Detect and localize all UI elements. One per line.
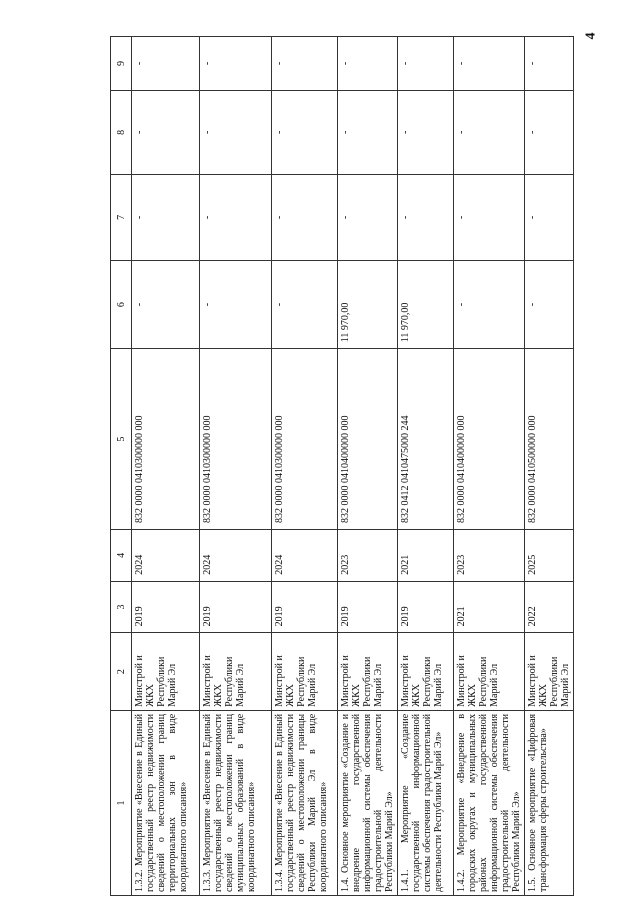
row-c7: - — [525, 174, 574, 260]
row-executor: Минстрой и ЖКХ Республики Марий Эл — [272, 633, 338, 711]
row-c8: - — [272, 90, 338, 174]
row-c7: - — [338, 174, 398, 260]
col-header-3: 3 — [111, 581, 132, 633]
row-code: 832 0412 0410475000 244 — [398, 349, 454, 530]
row-c9: - — [200, 37, 272, 91]
row-end: 2023 — [338, 530, 398, 582]
row-start: 2019 — [398, 581, 454, 633]
row-c9: - — [338, 37, 398, 91]
row-start: 2019 — [200, 581, 272, 633]
row-executor: Минстрой и ЖКХ Республики Марий Эл — [454, 633, 525, 711]
page-number: 4 — [583, 32, 599, 40]
row-c8: - — [338, 90, 398, 174]
row-c9: - — [272, 37, 338, 91]
row-start: 2022 — [525, 581, 574, 633]
row-c8: - — [398, 90, 454, 174]
row-end: 2024 — [272, 530, 338, 582]
col-header-1: 1 — [111, 710, 132, 895]
row-c9: - — [398, 37, 454, 91]
row-name: 1.3.2. Мероприятие «Внесение в Единый государственный реестр недвижимости сведений о местоположении границ территориальных зон в виде координатного описания» — [132, 710, 200, 895]
rotated-page — [110, 36, 620, 896]
row-c6: - — [132, 260, 200, 348]
table-row — [272, 37, 338, 896]
row-c6: - — [272, 260, 338, 348]
row-code: 832 0000 0410300000 000 — [200, 349, 272, 530]
row-c7: - — [454, 174, 525, 260]
table-row — [525, 37, 574, 896]
row-c7: - — [132, 174, 200, 260]
row-c7: - — [398, 174, 454, 260]
table-row — [200, 37, 272, 896]
row-code: 832 0000 0410500000 000 — [525, 349, 574, 530]
header-row — [111, 37, 132, 896]
row-code: 832 0000 0410300000 000 — [132, 349, 200, 530]
row-code: 832 0000 0410400000 000 — [338, 349, 398, 530]
row-executor: Минстрой и ЖКХ Республики Марий Эл — [398, 633, 454, 711]
table-row — [454, 37, 525, 896]
row-name: 1.4.1. Мероприятие «Создание государственной информационной системы обеспечения градостроительной деятельности Республики Марий Эл» — [398, 710, 454, 895]
row-c6: 11 970,00 — [338, 260, 398, 348]
row-end: 2024 — [200, 530, 272, 582]
row-executor: Минстрой и ЖКХ Республики Марий Эл — [525, 633, 574, 711]
row-start: 2019 — [272, 581, 338, 633]
row-code: 832 0000 0410300000 000 — [272, 349, 338, 530]
row-end: 2023 — [454, 530, 525, 582]
col-header-6: 6 — [111, 260, 132, 348]
row-executor: Минстрой и ЖКХ Республики Марий Эл — [338, 633, 398, 711]
row-c8: - — [525, 90, 574, 174]
row-start: 2019 — [132, 581, 200, 633]
row-c6: - — [525, 260, 574, 348]
row-c9: - — [132, 37, 200, 91]
row-c6: - — [200, 260, 272, 348]
table-row — [338, 37, 398, 896]
row-start: 2021 — [454, 581, 525, 633]
row-c9: - — [525, 37, 574, 91]
row-c6: 11 970,00 — [398, 260, 454, 348]
table-row — [132, 37, 200, 896]
row-executor: Минстрой и ЖКХ Республики Марий Эл — [200, 633, 272, 711]
row-end: 2021 — [398, 530, 454, 582]
row-name: 1.5. Основное мероприятие «Цифровая трансформация сферы строительства» — [525, 710, 574, 895]
row-c7: - — [200, 174, 272, 260]
row-name: 1.3.3. Мероприятие «Внесение в Единый государственный реестр недвижимости сведений о местоположении границ муниципальных образований в виде координатного описания» — [200, 710, 272, 895]
col-header-4: 4 — [111, 530, 132, 582]
row-c8: - — [200, 90, 272, 174]
row-c8: - — [454, 90, 525, 174]
row-c7: - — [272, 174, 338, 260]
col-header-2: 2 — [111, 633, 132, 711]
row-end: 2025 — [525, 530, 574, 582]
col-header-7: 7 — [111, 174, 132, 260]
program-table — [110, 36, 574, 896]
row-start: 2019 — [338, 581, 398, 633]
row-name: 1.4.2. Мероприятие «Внедрение в городских округах и муниципальных районах государственной информационной системы обеспечения градостроительной деятельности Республики Марий Эл» — [454, 710, 525, 895]
row-end: 2024 — [132, 530, 200, 582]
col-header-5: 5 — [111, 349, 132, 530]
row-name: 1.3.4. Мероприятие «Внесение в Единый государственный реестр недвижимости сведений о местоположении границы Республики Марий Эл в виде координатного описания» — [272, 710, 338, 895]
row-executor: Минстрой и ЖКХ Республики Марий Эл — [132, 633, 200, 711]
row-c9: - — [454, 37, 525, 91]
table-row — [398, 37, 454, 896]
row-name: 1.4. Основное мероприятие «Создание и внедрение государственной информационной системы обеспечения градостроительной деятельности Республики Марий Эл» — [338, 710, 398, 895]
row-c8: - — [132, 90, 200, 174]
col-header-9: 9 — [111, 37, 132, 91]
col-header-8: 8 — [111, 90, 132, 174]
row-c6: - — [454, 260, 525, 348]
row-code: 832 0000 0410400000 000 — [454, 349, 525, 530]
